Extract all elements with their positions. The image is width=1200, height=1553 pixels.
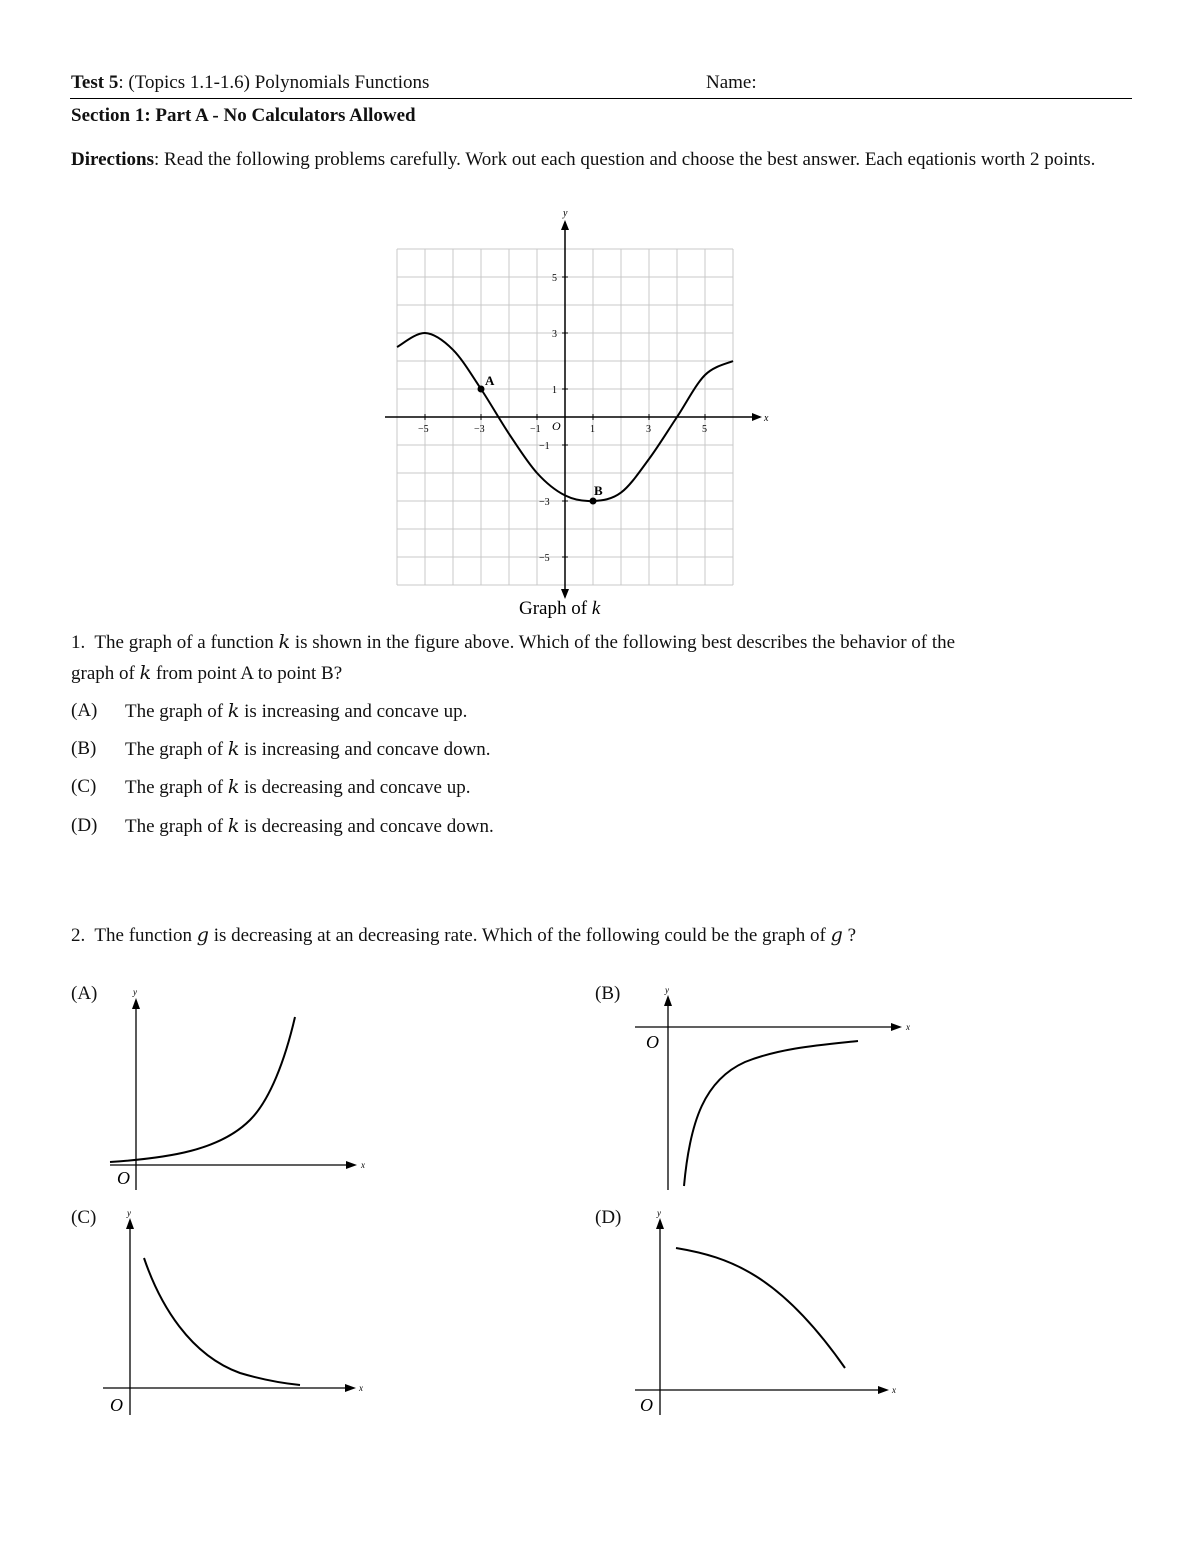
x-axis-arrow [878,1386,889,1394]
x-axis-arrow [891,1023,902,1031]
x-tick-label: −3 [474,424,485,435]
curve-c [144,1258,300,1385]
y-axis-arrow [664,995,672,1006]
test-topics: : (Topics 1.1-1.6) Polynomials Functions [118,72,430,93]
x-tick-label: 3 [646,424,651,435]
graph-ticks [418,273,707,564]
q2-choice-a-label[interactable]: (A) [71,983,98,1004]
q1-option-c-letter[interactable]: (C) [71,776,97,797]
q1-option-a-letter[interactable]: (A) [71,700,98,721]
curve-d [676,1248,845,1368]
origin-label: O [640,1395,653,1415]
y-axis-label: y [563,208,568,219]
name-label: Name: [706,72,757,93]
directions-text: : Read the following problems carefully. Work out each question and choose the best answer. Each eqationis worth 2 points. [154,149,1096,170]
y-tick-label: 1 [552,385,557,396]
q2-choice-b-label[interactable]: (B) [595,983,621,1004]
origin-label: O [646,1032,659,1052]
y-axis-arrow [132,998,140,1009]
question-1: 1. The graph of a function k is shown in the figure above. Which of the following best describes the behavior of the graph of k from point A to point B? [71,631,956,684]
q1-option-b-letter[interactable]: (B) [71,738,97,759]
x-tick-label: 1 [590,424,595,435]
y-axis-arrow [126,1218,134,1229]
q1-option-b[interactable]: The graph of k is increasing and concave down. [125,738,491,760]
q1-option-d-letter[interactable]: (D) [71,815,98,836]
q1-option-d[interactable]: The graph of k is decreasing and concave down. [125,815,494,837]
point-b-label: B [594,483,603,498]
q1-option-a[interactable]: The graph of k is increasing and concave up. [125,700,468,722]
x-label: x [906,1022,910,1032]
q1-number: 1. [71,632,86,653]
x-label: x [892,1385,896,1395]
q2-choice-c-label[interactable]: (C) [71,1207,97,1228]
y-tick-label: 3 [552,329,557,340]
directions-label: Directions [71,149,155,170]
point-a-label: A [485,373,495,388]
header-divider [70,98,1132,99]
y-label: y [665,985,669,995]
x-tick-label: −1 [530,424,541,435]
q2-choice-d-graph[interactable] [630,1205,920,1420]
origin-label: O [552,419,561,433]
q1-option-c[interactable]: The graph of k is decreasing and concave up. [125,776,471,798]
curve-a [110,1017,295,1162]
y-label: y [133,987,137,997]
y-tick-label: 5 [552,273,557,284]
question-2: 2. The function g is decreasing at an decreasing rate. Which of the following could be the graph of g ? [71,924,856,946]
section-title: Section 1: Part A - No Calculators Allowed [71,105,416,126]
test-label: Test 5 [71,72,119,93]
x-axis-arrow [752,413,762,421]
point-a [478,386,485,393]
y-label: y [127,1208,131,1218]
var-g: g [196,924,209,946]
graph-caption: Graph of k [519,598,601,619]
var-k: k [278,631,291,653]
origin-label: O [110,1395,123,1415]
test-title [71,72,429,94]
directions [71,146,1131,173]
y-tick-label: −3 [539,497,550,508]
q2-number: 2. [71,925,86,946]
var-k: k [139,662,152,684]
origin-label: O [117,1168,130,1188]
var-g: g [830,924,843,946]
x-axis-label: x [764,413,769,424]
q2-choice-a-graph[interactable] [100,980,390,1195]
y-axis-arrow [561,220,569,230]
y-axis-arrow [656,1218,664,1229]
q2-choice-d-label[interactable]: (D) [595,1207,622,1228]
q2-choice-b-graph[interactable] [630,980,920,1195]
point-b [590,498,597,505]
x-tick-label: 5 [702,424,707,435]
x-axis-arrow [346,1161,357,1169]
graph-of-k [380,205,780,625]
x-label: x [359,1383,363,1393]
q2-choice-c-graph[interactable] [100,1205,390,1420]
y-tick-label: −1 [539,441,550,452]
curve-b [684,1041,858,1186]
y-label: y [657,1208,661,1218]
y-tick-label: −5 [539,553,550,564]
x-axis-arrow [345,1384,356,1392]
x-tick-label: −5 [418,424,429,435]
x-label: x [361,1160,365,1170]
